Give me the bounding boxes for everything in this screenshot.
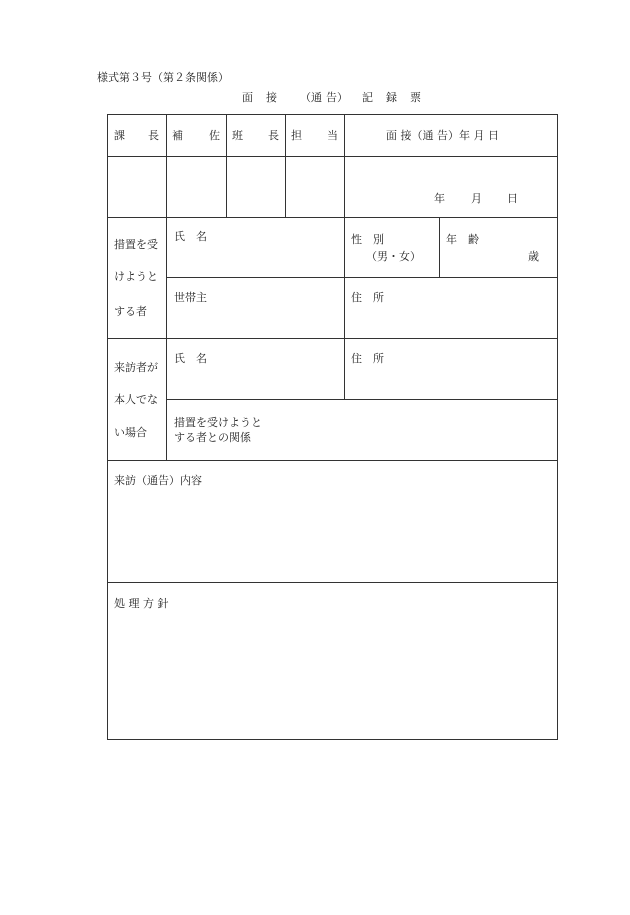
- title-char: （通: [300, 91, 322, 104]
- row-divider: [166, 277, 558, 278]
- date-month-label: 月: [471, 192, 482, 205]
- visit-content-field[interactable]: [108, 492, 557, 581]
- title-char: 記: [362, 91, 373, 104]
- visitor-name-label: 氏 名: [174, 352, 207, 365]
- title-char: 告）: [326, 91, 348, 104]
- hancho-label-1: 班: [232, 129, 243, 142]
- subject-address-label: 住 所: [351, 291, 384, 304]
- col-divider: [344, 114, 345, 399]
- subject-section-label-line2: けようと: [114, 270, 158, 283]
- hancho-stamp-box[interactable]: [227, 157, 284, 216]
- title-char: 接: [266, 91, 277, 104]
- subject-section-label-line3: する者: [114, 305, 147, 318]
- row-divider: [166, 399, 558, 400]
- visit-content-label: 来訪（通告）内容: [114, 474, 202, 487]
- householder-label: 世帯主: [174, 291, 207, 304]
- relation-label-line2: する者との関係: [174, 431, 251, 444]
- tanto-label-1: 担: [291, 129, 302, 142]
- kacho-stamp-box[interactable]: [108, 157, 165, 216]
- tanto-stamp-box[interactable]: [286, 157, 343, 216]
- relation-label-line1: 措置を受けようと: [174, 416, 262, 429]
- policy-field[interactable]: [108, 614, 557, 739]
- hosa-label-2: 佐: [209, 129, 220, 142]
- row-divider: [107, 338, 558, 339]
- date-day-label: 日: [507, 192, 518, 205]
- hosa-label-1: 補: [172, 129, 183, 142]
- row-divider: [107, 217, 558, 218]
- hancho-label-2: 長: [268, 129, 279, 142]
- sex-label: 性 別: [351, 233, 384, 246]
- sex-options: （男・女）: [366, 250, 421, 263]
- date-year-label: 年: [434, 192, 445, 205]
- subject-name-label: 氏 名: [174, 230, 207, 243]
- title-char: 面: [242, 91, 253, 104]
- age-unit: 歳: [528, 250, 539, 263]
- age-label: 年 齢: [446, 233, 479, 246]
- visitor-address-label: 住 所: [351, 352, 384, 365]
- form-number: 様式第３号（第２条関係）: [97, 71, 229, 84]
- row-divider: [107, 582, 558, 583]
- visitor-section-label-line3: い場合: [114, 426, 147, 439]
- row-divider: [107, 460, 558, 461]
- title-char: 録: [386, 91, 397, 104]
- policy-label: 処 理 方 針: [114, 597, 169, 610]
- visitor-section-label-line1: 来訪者が: [114, 361, 158, 374]
- tanto-label-2: 当: [327, 129, 338, 142]
- title-char: 票: [410, 91, 421, 104]
- subject-section-label-line1: 措置を受: [114, 238, 158, 251]
- kacho-label-1: 課: [114, 129, 125, 142]
- kacho-label-2: 長: [148, 129, 159, 142]
- interview-date-label: 面 接（通 告）年 月 日: [386, 129, 499, 142]
- visitor-section-label-line2: 本人でな: [114, 393, 158, 406]
- hosa-stamp-box[interactable]: [167, 157, 225, 216]
- col-divider: [439, 217, 440, 277]
